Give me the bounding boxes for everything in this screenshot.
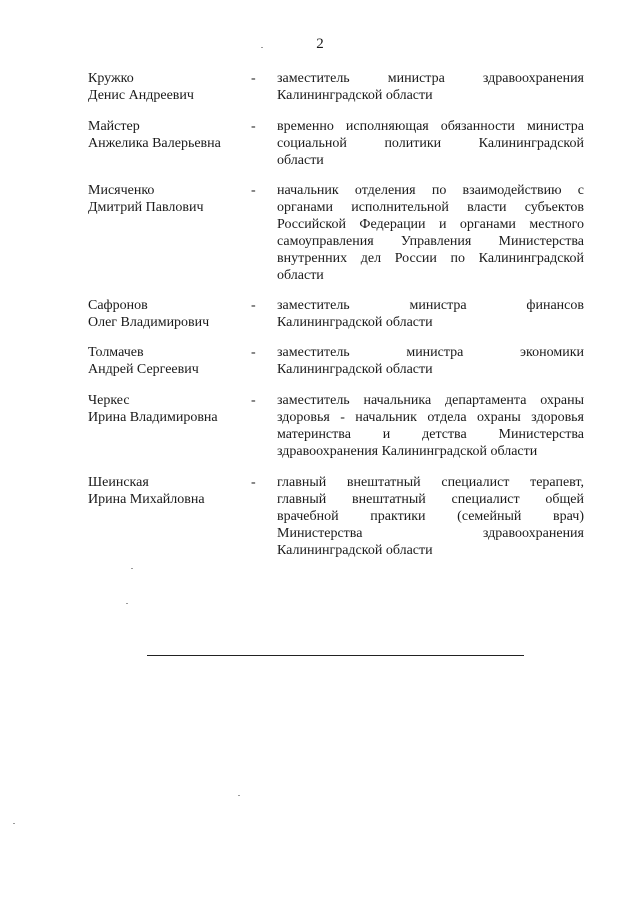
member-surname: Толмачев [88,345,144,360]
scan-speck [126,603,128,604]
position-line: начальник отделения по взаимодействию с [277,183,584,198]
separator-dash: - [251,71,256,86]
position-line: социальной политики Калининградской [277,136,584,151]
position-line: заместитель министра здравоохранения [277,71,584,86]
member-name [88,70,248,104]
member-name [88,392,248,426]
member-name [88,297,248,331]
member-position [277,297,584,331]
position-line: главный внештатный специалист терапевт, [277,475,584,490]
member-name [88,474,248,508]
member-surname: Кружко [88,71,134,86]
position-line: Калининградской области [277,362,433,377]
position-line: области [277,153,324,168]
member-name [88,344,248,378]
scan-speck [261,47,263,48]
separator-dash: - [251,345,256,360]
member-position [277,70,584,104]
separator-dash: - [251,298,256,313]
member-position [277,182,584,284]
member-given-names: Олег Владимирович [88,315,210,330]
member-surname: Сафронов [88,298,148,313]
member-given-names: Ирина Владимировна [88,410,218,425]
position-line: здоровья - начальник отдела охраны здоровья [277,410,584,425]
position-line: самоуправления Управления Министерства [277,234,584,249]
page-number: 2 [316,36,324,52]
position-line: врачебной практики (семейный врач) [277,509,584,524]
position-line: заместитель министра финансов [277,298,584,313]
member-name [88,182,248,216]
scan-speck [131,568,133,569]
position-line: Министерства здравоохранения [277,526,584,541]
member-name [88,118,248,152]
member-given-names: Дмитрий Павлович [88,200,204,215]
position-line: материнства и детства Министерства [277,427,584,442]
separator-dash: - [251,183,256,198]
scan-speck [13,823,15,824]
member-position [277,118,584,169]
position-line: заместитель начальника департамента охраны [277,393,584,408]
position-line: главный внештатный специалист общей [277,492,584,507]
position-line: Калининградской области [277,543,433,558]
position-line: области [277,268,324,283]
member-position [277,344,584,378]
member-surname: Майстер [88,119,140,134]
scan-speck [238,795,240,796]
separator-dash: - [251,393,256,408]
separator-dash: - [251,119,256,134]
separator-dash: - [251,475,256,490]
position-line: органами исполнительной власти субъектов [277,200,584,215]
member-given-names: Анжелика Валерьевна [88,136,221,151]
member-given-names: Денис Андреевич [88,88,194,103]
member-surname: Мисяченко [88,183,155,198]
position-line: Российской Федерации и органами местного [277,217,584,232]
member-given-names: Ирина Михайловна [88,492,205,507]
member-surname: Черкес [88,393,130,408]
position-line: Калининградской области [277,88,433,103]
position-line: заместитель министра экономики [277,345,584,360]
position-line: Калининградской области [277,315,433,330]
position-line: внутренних дел России по Калининградской [277,251,584,266]
position-line: временно исполняющая обязанности министра [277,119,584,134]
position-line: здравоохранения Калининградской области [277,444,538,459]
member-given-names: Андрей Сергеевич [88,362,199,377]
member-surname: Шеинская [88,475,149,490]
member-position [277,474,584,559]
member-position [277,392,584,460]
closing-rule [147,655,524,656]
